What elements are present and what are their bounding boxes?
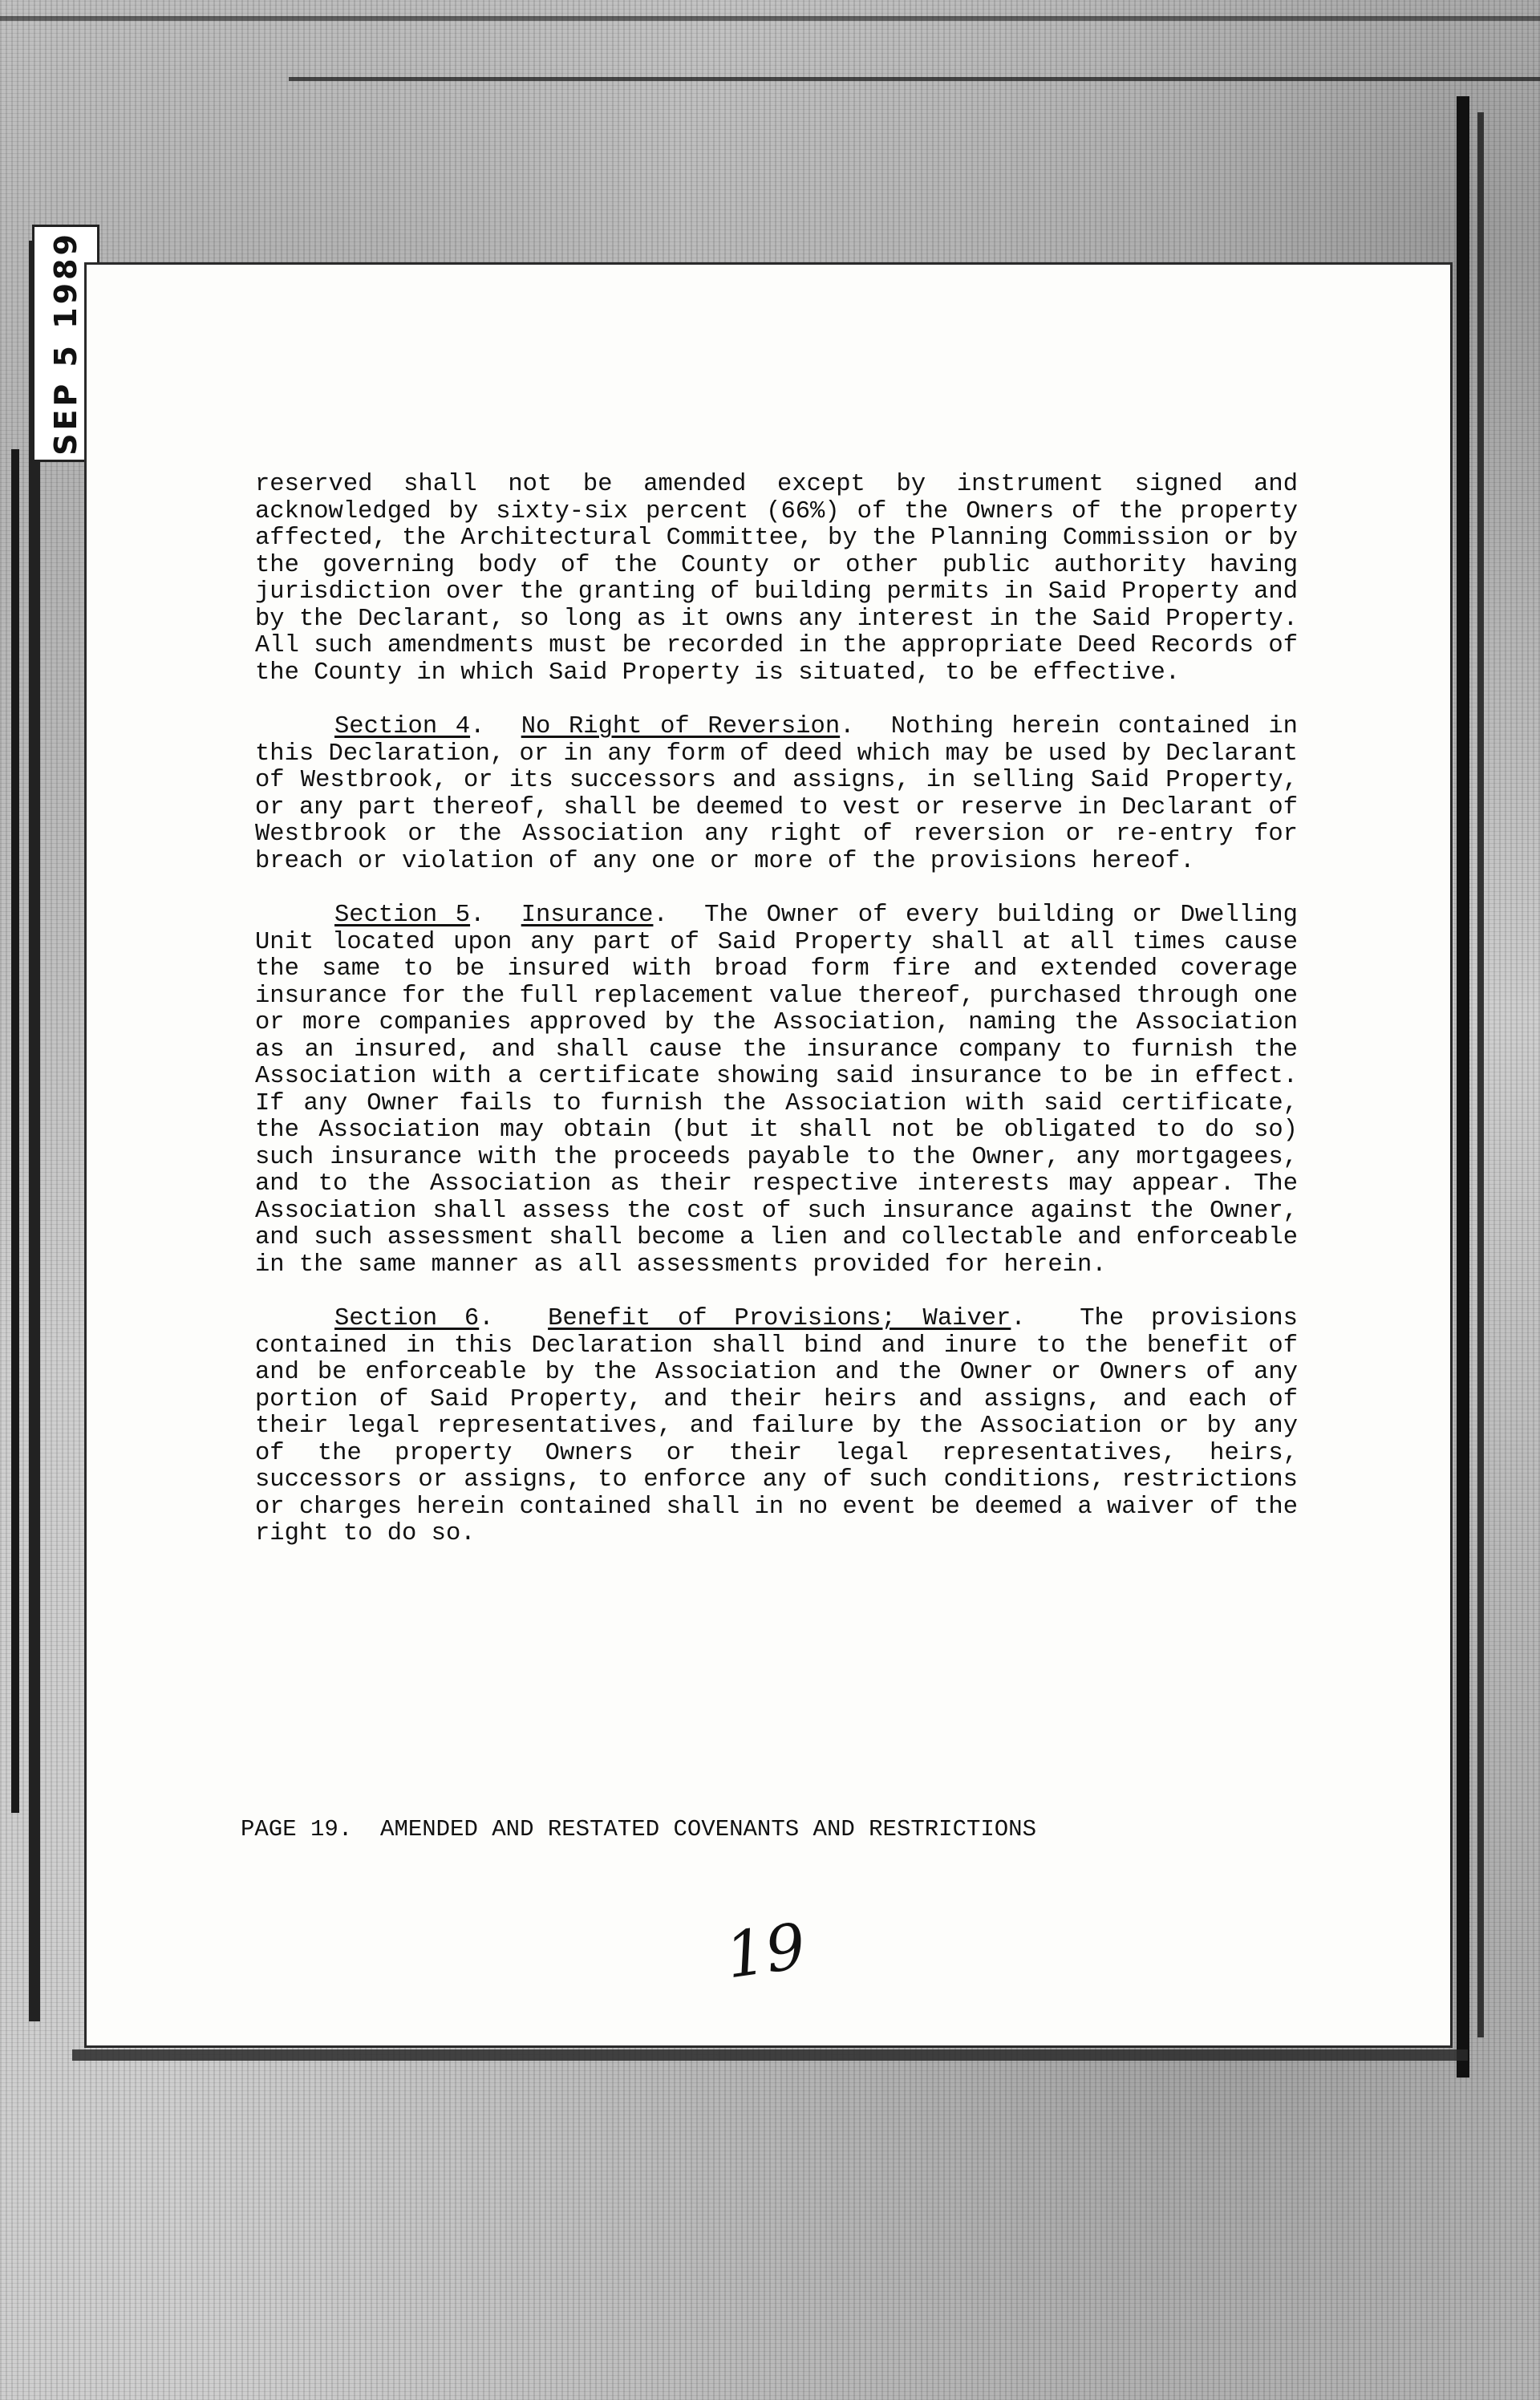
scan-artifact-left-bar (11, 449, 19, 1813)
section-5: Section 5. Insurance. The Owner of every building or Dwelling Unit located upon any part of Said Property shall at all times cause the same to be insured with broad form fire and extended coverage insurance for the full replacement value thereof, purchased through one or more companies approved by the Association, naming the Association as an insured, and shall cause the insurance company to furnish the Association with a certificate showing said insurance to be in effect. If any Owner fails to furnish the Association with said certificate, the Association may obtain (but it shall not be obligated to do so) such insurance with the proceeds payable to the Owner, any mortgagees, and to the Association as their respective interests may appear. The Association shall assess the cost of such insurance against the Owner, and such assessment shall become a lien and collectable and enforceable in the same manner as all assessments provided for herein. (255, 902, 1298, 1279)
section-5-title: Insurance (521, 902, 654, 929)
scan-artifact-right-bar-2 (1477, 112, 1484, 2037)
document-body (255, 472, 1298, 1575)
handwritten-page-number: 19 (721, 1910, 811, 1993)
paragraph-continuation-text: reserved shall not be amended except by instrument signed and acknowledged by sixty-six percent (66%) of the Owners of the property affected, the Architectural Committee, by the Planning Commission or by the governing body of the County or other public authority having jurisdiction over the granting of building permits in Said Property and by the Declarant, so long as it owns any interest in the Said Property. All such amendments must be recorded in the appropriate Deed Records of the County in which Said Property is situated, to be effective. (255, 471, 1298, 687)
scan-artifact-top-rule (0, 16, 1540, 21)
section-6-text: The provisions contained in this Declaration shall bind and inure to the benefit of and be enforceable by the Association and the Owner or Owners of any portion of Said Property, and their heirs and assigns, and each of their legal representatives, and failure by the Association or by any of the property Owners or their legal representatives, heirs, successors or assigns, to enforce any of such conditions, restrictions or charges herein contained shall in no event be deemed a waiver of the right to do so. (255, 1305, 1298, 1547)
section-4: Section 4. No Right of Reversion. Nothing herein contained in this Declaration, or in any form of deed which may be used by Declarant of Westbrook, or its successors and assigns, in selling Said Property, or any part thereof, shall be deemed to vest or reserve in Declarant of Westbrook or the Association any right of reversion or re-entry for breach or violation of any one or more of the provisions hereof. (255, 713, 1298, 875)
section-5-text: The Owner of every building or Dwelling Unit located upon any part of Said Property shall at all times cause the same to be insured with broad form fire and extended coverage insurance for the full replacement value thereof, purchased through one or more companies approved by the Association, naming the Association as an insured, and shall cause the insurance company to furnish the Association with a certificate showing said insurance to be in effect. If any Owner fails to furnish the Association with said certificate, the Association may obtain (but it shall not be obligated to do so) such insurance with the proceeds payable to the Owner, any mortgagees, and to the Association as their respective interests may appear. The Association shall assess the cost of such insurance against the Owner, and such assessment shall become a lien and collectable and enforceable in the same manner as all assessments provided for herein. (255, 902, 1298, 1279)
section-6-title: Benefit of Provisions; Waiver (548, 1305, 1011, 1332)
footer-page-label: PAGE 19. (241, 1816, 353, 1843)
footer-document-title: AMENDED AND RESTATED COVENANTS AND RESTRICTIONS (380, 1816, 1036, 1843)
section-4-number: Section 4 (334, 713, 471, 740)
scan-artifact-right-bar (1457, 96, 1469, 2078)
section-6: Section 6. Benefit of Provisions; Waiver. The provisions contained in this Declaration shall bind and inure to the benefit of and be enforceable by the Association and the Owner or Owners of any portion of Said Property, and their heirs and assigns, and each of their legal representatives, and failure by the Association or by any of the property Owners or their legal representatives, heirs, successors or assigns, to enforce any of such conditions, restrictions or charges herein contained shall in no event be deemed a waiver of the right to do so. (255, 1305, 1298, 1547)
scan-artifact-left-bar-2 (29, 241, 40, 2021)
date-stamp-text: SEP 5 1989 (48, 231, 83, 456)
document-page (87, 265, 1450, 2045)
scan-artifact-top-rule-2 (289, 77, 1540, 81)
section-5-number: Section 5 (334, 902, 471, 929)
section-4-title: No Right of Reversion (521, 713, 841, 740)
paragraph-continuation (255, 472, 1298, 687)
scan-artifact-bottom-edge (72, 2049, 1468, 2061)
page-footer (241, 1816, 1036, 1843)
section-4-text: Nothing herein contained in this Declaration, or in any form of deed which may be used by Declarant of Westbrook, or its successors and assigns, in selling Said Property, or any part thereof, shall be deemed to vest or reserve in Declarant of Westbrook or the Association any right of reversion or re-entry for breach or violation of any one or more of the provisions hereof. (255, 713, 1298, 875)
section-6-number: Section 6 (334, 1305, 480, 1332)
